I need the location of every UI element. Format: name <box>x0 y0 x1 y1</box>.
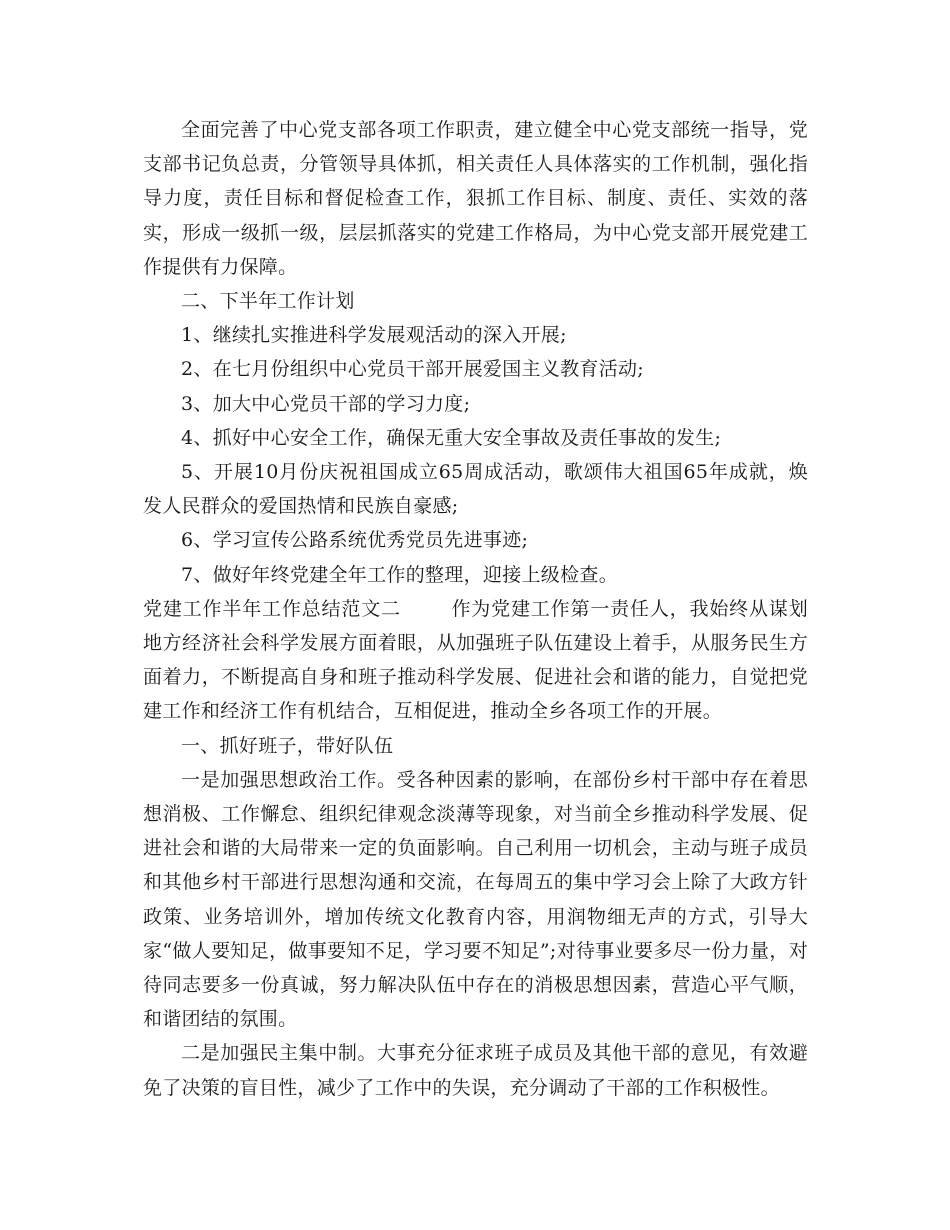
plan-item-1: 1、继续扎实推进科学发展观活动的深入开展; <box>181 324 567 347</box>
heading-second-half-plan: 二、下半年工作计划 <box>181 290 355 313</box>
section-two-intro: 作为党建工作第一责任人，我始终从谋划地方经济社会科学发展方面着眼，从加强班子队伍建设上着手，从服务民生方面着力，不断提高自身和班子推动科学发展、促进社会和谐的能力，自觉把党建工作和经济工作有机结合，互相促进，推动全乡各项工作的开展。 <box>143 597 808 723</box>
paragraph-ideological-work: 一是加强思想政治工作。受各种因素的影响，在部份乡村干部中存在着思想消极、工作懈怠、组织纪律观念淡薄等现象，对当前全乡推动科学发展、促进社会和谐的大局带来一定的负面影响。自己利用一切机会，主动与班子成员和其他乡村干部进行思想沟通和交流，在每周五的集中学习会上除了大政方针政策、业务培训外，增加传统文化教育内容，用润物细无声的方式，引导大家“做人要知足，做事要知不足，学习要不知足”;对待事业要多尽一份力量，对待同志要多一份真诚，努力解决队伍中存在的消极思想因素，营造心平气顺，和谐团结的氛围。 <box>143 768 808 1031</box>
paragraph-democratic-centralism: 二是加强民主集中制。大事充分征求班子成员及其他干部的意见，有效避免了决策的盲目性，减少了工作中的失误，充分调动了干部的工作积极性。 <box>143 1042 808 1099</box>
document-page <box>143 113 808 1105</box>
plan-item-4: 4、抓好中心安全工作，确保无重大安全事故及责任事故的发生; <box>181 426 722 449</box>
heading-lead-team: 一、抓好班子，带好队伍 <box>181 734 394 757</box>
paragraph-party-branch-responsibilities: 全面完善了中心党支部各项工作职责，建立健全中心党支部统一指导，党支部书记负总责，分管领导具体抓，相关责任人具体落实的工作机制，强化指导力度，责任目标和督促检查工作，狠抓工作目标、制度、责任、实效的落实，形成一级抓一级，层层抓落实的党建工作格局，为中心党支部开展党建工作提供有力保障。 <box>143 119 808 278</box>
plan-item-6: 6、学习宣传公路系统优秀党员先进事迹; <box>181 529 529 552</box>
plan-item-2: 2、在七月份组织中心党员干部开展爱国主义教育活动; <box>181 358 644 381</box>
section-two-title: 党建工作半年工作总结范文二 <box>143 597 401 620</box>
plan-item-5: 5、开展10月份庆祝祖国成立65周成活动，歌颂伟大祖国65年成就，焕发人民群众的爱国热情和民族自豪感; <box>143 461 808 518</box>
plan-item-3: 3、加大中心党员干部的学习力度; <box>181 392 471 415</box>
section-two-paragraph <box>143 592 808 729</box>
plan-item-7: 7、做好年终党建全年工作的整理，迎接上级检查。 <box>181 563 618 586</box>
